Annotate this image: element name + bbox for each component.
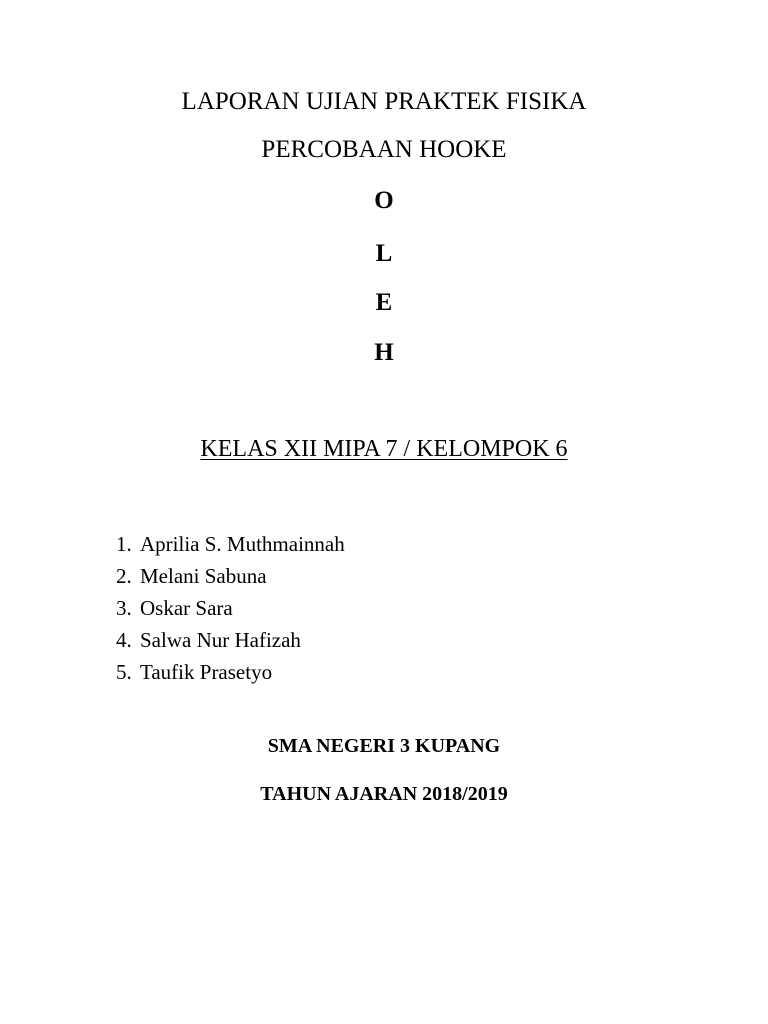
member-number: 1. [116, 532, 132, 556]
member-number: 3. [116, 596, 132, 620]
report-title: LAPORAN UJIAN PRAKTEK FISIKA [181, 88, 587, 115]
member-number: 4. [116, 628, 132, 652]
member-name: Aprilia S. Muthmainnah [140, 532, 345, 556]
list-item [116, 656, 345, 688]
oleh-letter-e: E [375, 289, 393, 316]
member-list [116, 528, 345, 688]
member-name: Melani Sabuna [140, 564, 267, 588]
member-number: 5. [116, 660, 132, 684]
list-item [116, 528, 345, 560]
list-item [116, 624, 345, 656]
experiment-title: PERCOBAAN HOOKE [261, 136, 507, 163]
oleh-letter-h: H [374, 339, 394, 366]
academic-year: TAHUN AJARAN 2018/2019 [260, 783, 508, 805]
class-group-text: KELAS XII MIPA 7 / KELOMPOK 6 [200, 436, 568, 462]
list-item [116, 592, 345, 624]
school-name: SMA NEGERI 3 KUPANG [267, 735, 501, 757]
member-name: Oskar Sara [140, 596, 233, 620]
oleh-letter-l: L [375, 240, 393, 267]
oleh-letter-o: O [374, 187, 394, 214]
class-group-heading [0, 436, 768, 463]
member-name: Salwa Nur Hafizah [140, 628, 301, 652]
member-number: 2. [116, 564, 132, 588]
member-name: Taufik Prasetyo [140, 660, 273, 684]
list-item [116, 560, 345, 592]
